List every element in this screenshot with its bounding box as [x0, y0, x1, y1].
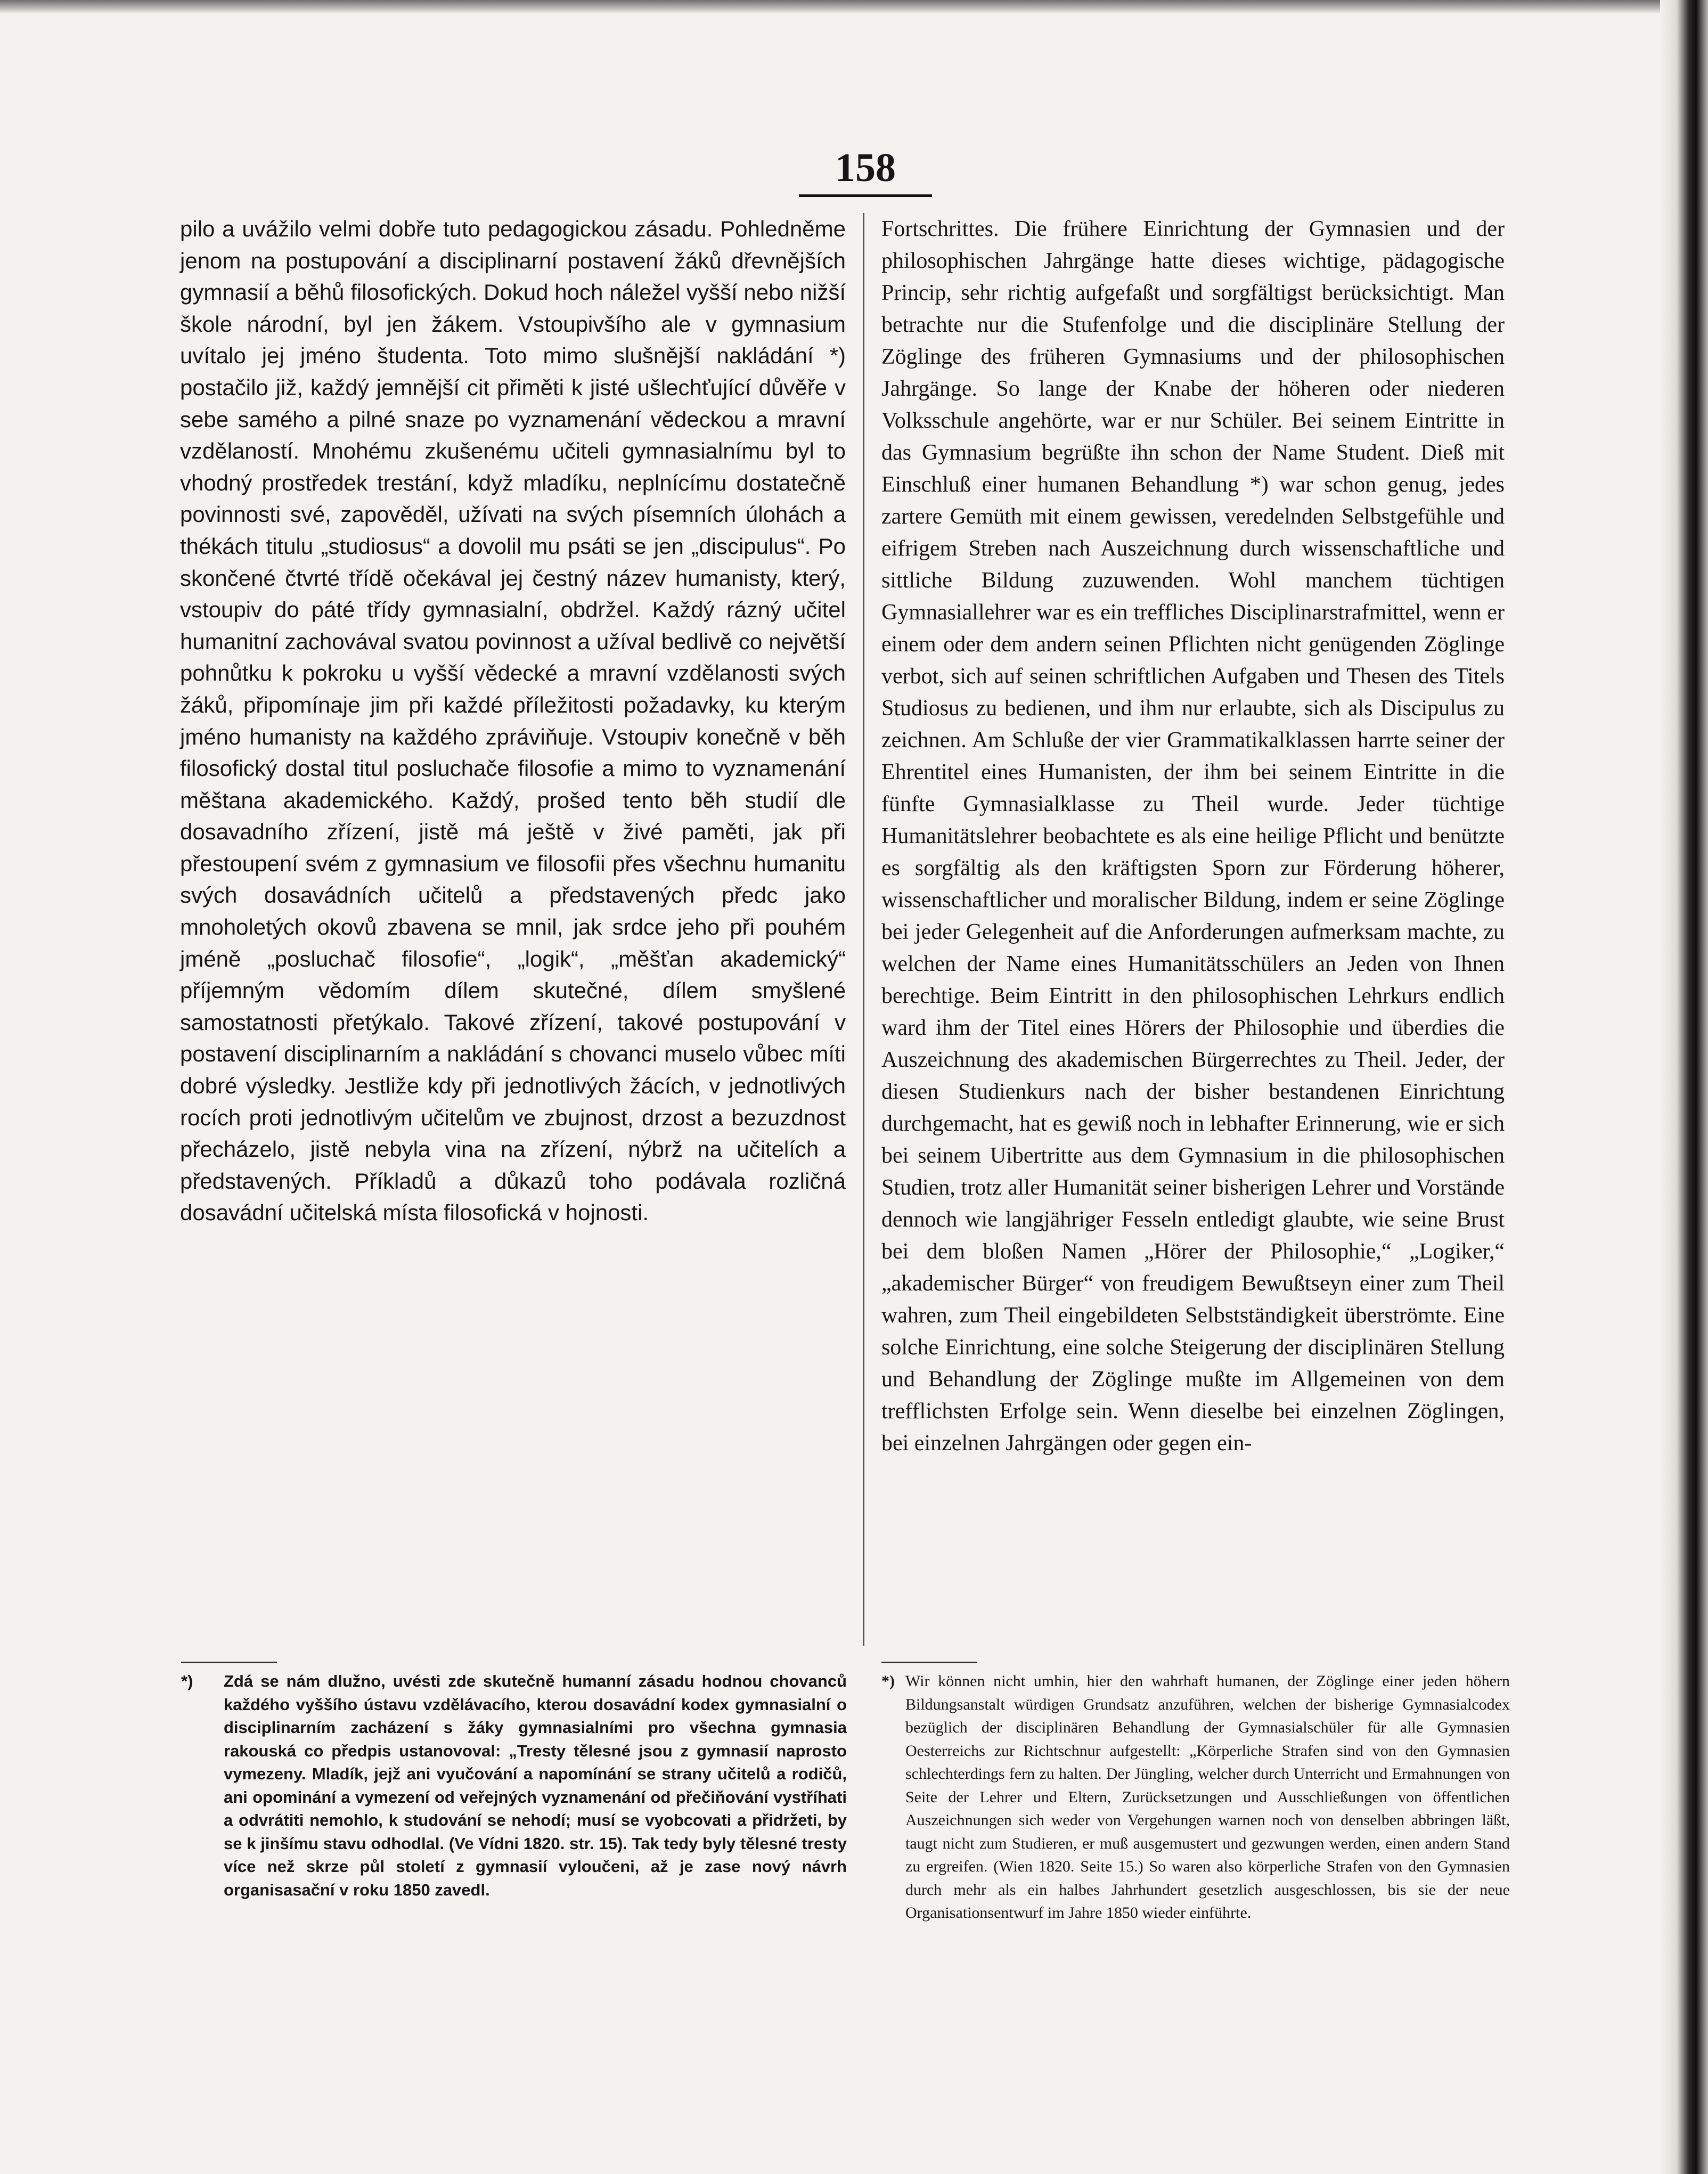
scan-top-edge: [0, 0, 1708, 14]
column-divider: [863, 213, 864, 1646]
footnote-german: [881, 1670, 1510, 2096]
page-number: 158: [799, 145, 932, 197]
footnote-rule-left: [181, 1662, 277, 1663]
german-column: Fortschrittes. Die frühere Einrichtung der Gymnasien und der philosophischen Jahrgänge hatte dieses wichtige, pädagogische Princip, sehr richtig aufgefaßt und sorgfältigst berücksichtigt. Man betrachte nur die Stufenfolge und die disciplinäre Stellung der Zöglinge des früheren Gymnasiums und der philosophischen Jahrgänge. So lange der Knabe der höheren oder niederen Volksschule angehörte, war er nur Schüler. Bei seinem Eintritte in das Gymnasium begrüßte ihn schon der Name Student. Dieß mit Einschluß einer humanen Behandlung *) war schon genug, jedes zartere Gemüth mit einem gewissen, veredelnden Selbstgefühle und eifrigem Streben nach Auszeichnung durch wissenschaftliche und sittliche Bildung zuzuwenden. Wohl manchem tüchtigen Gymnasiallehrer war es ein treffliches Disciplinarstrafmittel, wenn er einem oder dem andern seinen Pflichten nicht genügenden Zöglinge verbot, sich auf seinen schriftlichen Aufgaben und Thesen des Titels Studiosus zu bedienen, und ihm nur erlaubte, sich als Discipulus zu zeichnen. Am Schluße der vier Grammatikalklassen harrte seiner der Ehrentitel eines Humanisten, der ihm bei seinem Eintritte in die fünfte Gymnasialklasse zu Theil wurde. Jeder tüchtige Humanitätslehrer beobachtete es als eine heilige Pflicht und benützte es sorgfältig als den kräftigsten Sporn zur Förderung höherer, wissenschaftlicher und moralischer Bildung, indem er seine Zöglinge bei jeder Gelegenheit auf die Anforderungen aufmerksam machte, zu welchen der Name eines Humanitätsschülers an Jeden von Ihnen berechtige. Beim Eintritt in den philosophischen Lehrkurs endlich ward ihm der Titel eines Hörers der Philosophie und überdies die Auszeichnung des akademischen Bürgerrechtes zu Theil. Jeder, der diesen Studienkurs nach der bisher bestandenen Einrichtung durchgemacht, hat es gewiß noch in lebhafter Erinnerung, wie er sich bei seinem Uibertritte aus dem Gymnasium in die philosophischen Studien, trotz aller Humanität seiner bisherigen Lehrer und Vorstände dennoch wie langjähriger Fesseln entledigt glaubte, wie seine Brust bei dem bloßen Namen „Hörer der Philosophie,“ „Logiker,“ „akademischer Bürger“ von freudigem Bewußtseyn einer zum Theil wahren, zum Theil eingebildeten Selbstständigkeit überströmte. Eine solche Einrichtung, eine solche Steigerung der disciplinären Stellung und Behandlung der Zöglinge mußte im Allgemeinen von dem trefflichsten Erfolge sein. Wenn dieselbe bei einzelnen Zöglingen, bei einzelnen Jahrgängen oder gegen ein-: [881, 217, 1505, 1456]
footnote-czech-text: Zdá se nám dlužno, uvésti zde skutečně humanní zásadu hodnou chovanců každého vyššího ústavu vzdělávacího, kterou dosavádní kodex gymnasialní o disciplinarním zacházení s žáky gymnasialními pro všechna gymnasia rakouská co předpis ustanovoval: „Tresty tělesné jsou z gymnasií naprosto vymezeny. Mladík, jejž ani vyučování a napomínání se strany učitelů a rodičů, ani opominání a vymezení od veřejných vyznamenání od přečiňování vystříhati a odvrátiti nemohlo, k studování se nehodí; musí se vyobcovati a přidržeti, by se k jinšímu stavu odhodlal. (Ve Vídni 1820. str. 15). Tak tedy byly tělesné tresty více než skrze půl století z gymnasií vyloučeni, až je zase nový návrh organisasační v roku 1850 zavedl.: [224, 1672, 847, 1899]
footnote-rule-right: [881, 1662, 977, 1663]
footnote-german-text: Wir können nicht umhin, hier den wahrhaft humanen, der Zöglinge einer jeden höhern Bildungsanstalt würdigen Grundsatz anzuführen, welchen der bisherige Gymnasialcodex bezüglich der disciplinären Behandlung der Gymnasialschüler für alle Gymnasien Oesterreichs zur Richtschnur aufgestellt: „Körperliche Strafen sind von den Gymnasien schlechterdings fern zu halten. Der Jüngling, welcher durch Unterricht und Ermahnungen von Seite der Lehrer und Eltern, Zurücksetzungen und Ausschließungen von öffentlichen Auszeichnungen sich weder von Vergehungen warnen noch von denselben abbringen läßt, taugt nicht zum Studieren, er muß ausgemustert und gezwungen werden, einen andern Stand zu ergreifen. (Wien 1820. Seite 15.) So waren also körperliche Strafen von den Gymnasien durch mehr als ein halbes Jahrhundert gesetzlich ausgeschlossen, bis sie der neue Organisationsentwurf im Jahre 1850 wieder einführte.: [905, 1672, 1510, 1922]
footnote-mark-left: *): [181, 1672, 193, 1690]
book-binding-edge: [1660, 0, 1708, 2174]
footnote-czech: [181, 1670, 847, 2096]
footnote-mark-right: *): [881, 1672, 895, 1690]
czech-column: pilo a uvážilo velmi dobře tuto pedagogickou zásadu. Pohledněme jenom na postupování a disciplinarní postavení žáků dřevnějších gymnasií a běhů filosofických. Dokud hoch náležel vyšší nebo nižší škole národní, byl jen žákem. Vstoupivšího ale v gymnasium uvítalo jej jméno študenta. Toto mimo slušnější nakládání *) postačilo již, každý jemnější cit přiměti k jisté ušlechťující důvěře v sebe samého a pilné snaze po vyznamenání vědeckou a mravní vzdělaností. Mnohému zkušenému učiteli gymnasialnímu byl to vhodný prostředek trestání, když mladíku, neplnícímu dostatečně povinnosti své, zapověděl, užívati na svých písemních úlohách a thékách titulu „studiosus“ a dovolil mu psáti se jen „discipulus“. Po skončené čtvrté třídě očekával jej čestný název humanisty, který, vstoupiv do páté třídy gymnasialní, obdržel. Každý rázný učitel humanitní zachovával svatou povinnost a užíval bedlivě co největší pohnůtku k pokroku u vyšší vědecké a mravní vzdělanosti svých žáků, připomínaje jim při každé příležitosti požadavky, ku kterým jméno humanisty na každého zpráviňuje. Vstoupiv konečně v běh filosofický dostal titul posluchače filosofie a mimo to vyznamenání měštana akademického. Každý, prošed tento běh studií dle dosavadního zřízení, jistě má ještě v živé paměti, jak při přestoupení svém z gymnasium ve filosofii přes všechnu humanitu svých dosavádních učitelů a představených předc jako mnoholetých okovů zbavena se mnil, jak srdce jeho při pouhém jméně „posluchač filosofie“, „logik“, „měšťan akademický“ příjemným vědomím dílem skutečné, dílem smyšlené samostatnosti přetýkalo. Takové zřízení, takové postupování v postavení disciplinarním a nakládání s chovanci muselo vůbec míti dobré výsledky. Jestliže kdy při jednotlivých žácích, v jednotlivých rocích proti jednotlivým učitelům ve zbujnost, drzost a bezuzdnost přecházelo, jistě nebyla vina na zřízení, nýbrž na učitelích a představených. Příkladů a důkazů toho podávala rozličná dosavádní učitelská místa filosofická v hojnosti.: [180, 216, 846, 1225]
